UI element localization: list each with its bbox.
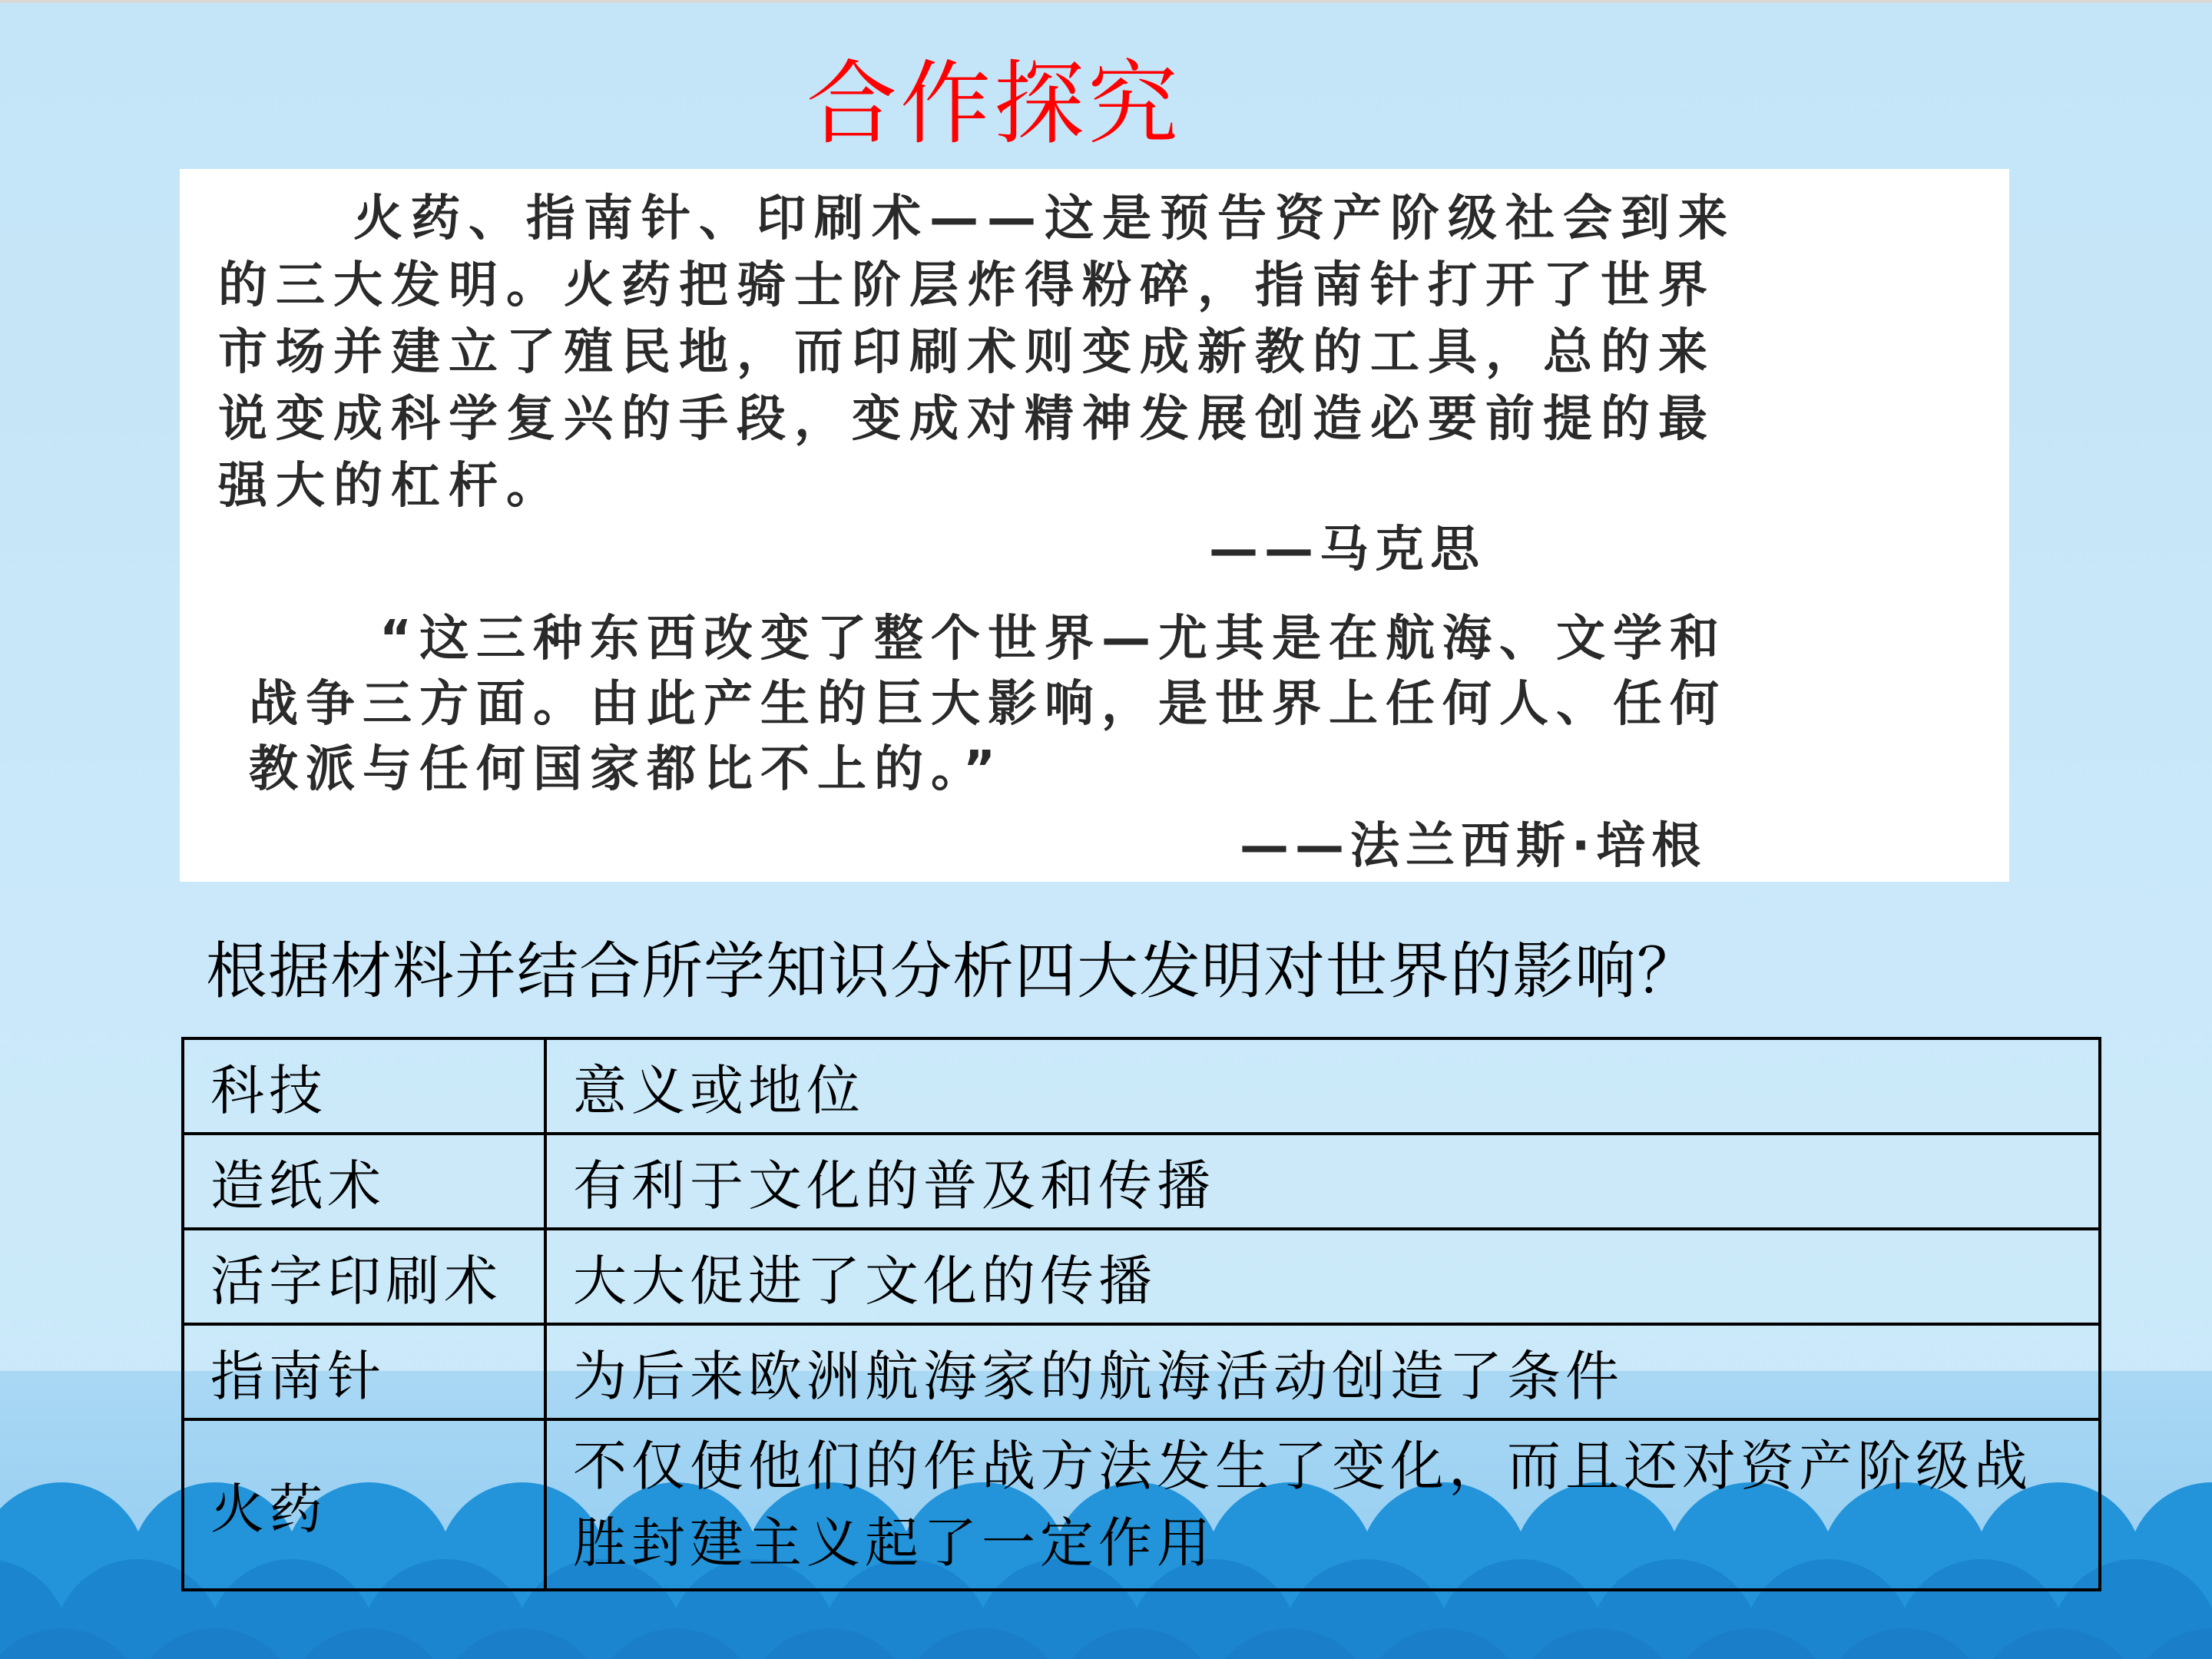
table-row [183,1229,2100,1324]
meaning-cell: 不仅使他们的作战方法发生了变化，而且还对资产阶级战胜封建主义起了一定作用 [545,1419,2100,1590]
header-cell-meaning: 意义或地位 [545,1038,2100,1134]
tech-cell: 指南针 [183,1324,545,1419]
meaning-cell: 为后来欧洲航海家的航海活动创造了条件 [545,1324,2100,1419]
bacon-quote [249,607,1727,803]
marx-quote-line: 强大的杠杆。 [218,458,564,515]
quote-excerpt-box [180,169,2009,882]
bacon-quote-line: “这三种东西改变了整个世界—尤其是在航海、文学和 [379,611,1727,667]
tech-cell: 火药 [183,1419,545,1590]
bacon-quote-line: 教派与任何国家都比不上的。” [249,741,1004,798]
page-title: 合作探究 [806,51,1182,157]
meaning-cell: 大大促进了文化的传播 [545,1229,2100,1324]
marx-attribution: ——马克思 [1209,522,1485,578]
marx-quote-line: 的三大发明。火药把骑士阶层炸得粉碎，指南针打开了世界 [218,257,1716,314]
marx-quote-line: 火药、指南针、印刷术——这是预告资产阶级社会到来 [353,190,1736,247]
tech-cell: 造纸术 [183,1134,545,1229]
discussion-question: 根据材料并结合所学知识分析四大发明对世界的影响？ [206,935,1699,1007]
inventions-table [181,1037,2101,1591]
tech-cell: 活字印刷术 [183,1229,545,1324]
header-cell-tech: 科技 [183,1038,545,1134]
bacon-quote-line: 战争三方面。由此产生的巨大影响，是世界上任何人、任何 [249,676,1727,733]
meaning-cell: 有利于文化的普及和传播 [545,1134,2100,1229]
marx-quote-line: 说变成科学复兴的手段，变成对精神发展创造必要前提的最 [218,391,1716,448]
bacon-attribution: ——法兰西斯·培根 [1240,818,1707,875]
table-row [183,1419,2100,1590]
table-header-row [183,1038,2100,1134]
table-row [183,1324,2100,1419]
marx-quote-line: 市场并建立了殖民地，而印刷术则变成新教的工具，总的来 [218,324,1716,381]
marx-quote [218,186,1736,520]
table-row [183,1134,2100,1229]
